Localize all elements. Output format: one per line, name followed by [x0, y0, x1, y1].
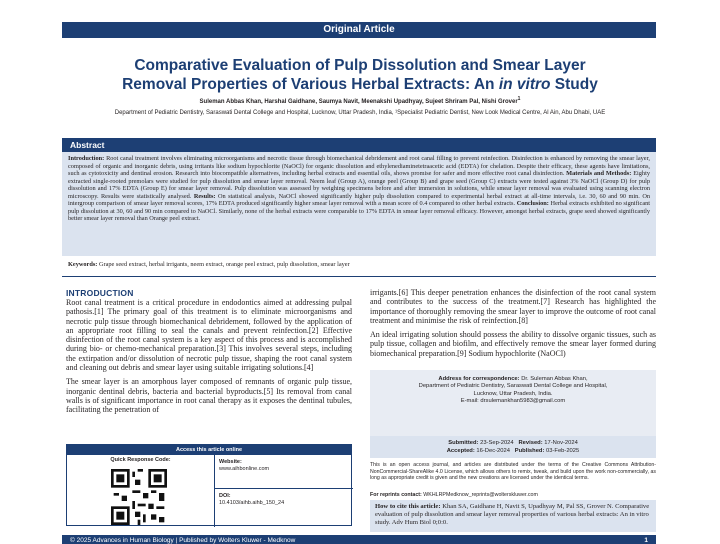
abstract-heading: Abstract: [62, 138, 656, 152]
revised-date: 17-Nov-2024: [544, 440, 578, 446]
keywords: [68, 261, 658, 268]
abstract-body: [62, 152, 656, 256]
title-line-2-start: Removal Properties of Various Herbal Extracts: An: [122, 76, 499, 93]
doi-cell: [219, 493, 349, 507]
divider: [62, 276, 656, 277]
doi-label: DOI:: [219, 493, 231, 499]
submitted-date: 23-Sep-2024: [480, 440, 514, 446]
accepted-date: 16-Dec-2024: [476, 447, 510, 454]
reprints-email[interactable]: WKHLRPMedknow_reprints@wolterskluwer.com: [423, 492, 538, 498]
page-footer: [62, 535, 656, 544]
intro-paragraph-1: Root canal treatment is a critical procedure in endodontics aimed at addressing pulpal pathosis.[1] The primary goal of this treatment is to eliminate microorganisms and necrotic pulp tissue through biomechanical debridement, followed by the application of an appropriate root filling to seal the canals and prevent reinfection.[2] Effective disinfection of the root canal system is a key aspect of this process and is accomplished during bio- or chemo-mechanical preparation.[3] This involves several steps, including the extirpation and/or dissolution of necrotic pulp tissue, shaping the root canal system and cleaning out debris and smear layer using suitable irrigating solutions.[4]: [66, 298, 352, 373]
title-line-2: [40, 75, 680, 94]
correspondence-name: Dr. Suleman Abbas Khan,: [521, 376, 588, 382]
abstract-results-label: Results:: [193, 192, 216, 200]
article-type-banner: Original Article: [62, 22, 656, 38]
abstract-conclusion: Herbal extracts exhibited no significant pulp dissolution at 30, 60 and 90 min compared to NaOCl. Similarly, none of the herbal extracts were comparable to 17% EDTA in smear layer removal efficacy. However, amongst herbal extracts, grape seed showed significantly better smear layer removal than Orange peel extract.: [68, 200, 651, 222]
doi-link[interactable]: 10.4103/aihb.aihb_150_24: [219, 500, 285, 506]
correspondence-city: Lucknow, Uttar Pradesh, India.: [473, 390, 553, 397]
author-list: Suleman Abbas Khan, Harshal Gaidhane, Saumya Navit, Meenakshi Upadhyay, Sujeet Shriram Pal, Nishi Grover$^1$: [199, 96, 521, 105]
abstract-methods: Eighty extracted single-rooted premolars were studied for pulp dissolution and smear layer removal. Neem leaf (Group A), orange peel (Group B) and grape seed (Group C) extracts were tested against 3% NaOCl (Group D) for pulp dissolution and 17% EDTA (Group E) for smear layer removal. Pulp dissolution was assessed by weighing specimens before and after immersion in solutions, while smear layer removal was evaluated using scanning electron microscopy. Results were statistically analysed.: [68, 170, 650, 200]
correspondence-dept: Department of Pediatric Dentistry, Saraswati Dental College and Hospital,: [418, 383, 608, 390]
access-heading: Access this article online: [67, 445, 351, 455]
article-title: [40, 56, 680, 94]
introduction-heading: INTRODUCTION: [66, 288, 134, 298]
abstract-results: On statistical analysis, NaOCl showed significantly higher pulp dissolution compared to experimental herbal extract at all-time intervals, i.e. 30, 60 and 90 min. On intergroup comparison of smear layer removal scores, 17% EDTA produced significantly higher smear layer removal with a mean score of 0.4 compared to other herbal extracts.: [68, 192, 651, 207]
right-column: [370, 288, 656, 363]
abstract-intro: Root canal treatment involves eliminating microorganisms and necrotic tissue through biomechanical debridement and root canal filling to prevent reinfection. Disinfection is enhanced by removing the smear layer, composed of organic and inorganic debris, using irritants like sodium hypochlorite (NaOCl) for organic dissolution and ethylenediaminetetraacetic acid (EDTA) for chelation. Despite their efficacy, these agents have limitations, such as cytotoxicity and dentinal erosion. Research into biocompatible alternatives, including herbal extracts and essential oils, shows promise for safer and more effective root canal disinfection.: [68, 155, 651, 177]
keywords-label: Keywords:: [68, 261, 98, 268]
abstract-methods-label: Materials and Methods:: [566, 170, 632, 177]
qr-code-icon[interactable]: [111, 469, 167, 525]
correspondence-email[interactable]: E-mail: drsulemankhan5983@gmail.com: [460, 397, 566, 404]
abstract-conclusion-label: Conclusion:: [516, 200, 549, 207]
website-cell: [219, 459, 349, 473]
published-label: Published:: [514, 447, 545, 454]
license-text: This is an open access journal, and articles are distributed under the terms of the Creative Commons Attribution-NonCommercial-ShareAlike 4.0 License, which allows others to remix, tweak, and build upon the work non-commercially, as long as appropriate credit is given and the new creations are licensed under the identical terms.: [370, 462, 656, 482]
website-link[interactable]: www.aihbonline.com: [219, 466, 270, 472]
author-names: Suleman Abbas Khan, Harshal Gaidhane, Saumya Navit, Meenakshi Upadhyay, Sujeet Shriram Pal, Nishi Grover: [199, 99, 518, 105]
submitted-label: Submitted:: [448, 440, 479, 446]
correspondence-box: [370, 370, 656, 436]
title-line-2-end: Study: [550, 76, 598, 93]
intro-paragraph-4: An ideal irrigating solution should possess the ability to dissolve organic tissues, such as pulp tissue, collagen and biofilm, and effectively remove the smear layer formed during biomechanical preparation.[9] Sodium hypochlorite (NaOCl): [370, 330, 656, 358]
published-date: 03-Feb-2025: [546, 447, 580, 454]
publication-dates: [370, 436, 656, 458]
access-divider: [215, 488, 353, 489]
website-label: Website:: [219, 459, 242, 465]
citation-text: Khan SA, Gaidhane H, Navit S, Upadhyay M, Pal SS, Grover N. Comparative evaluation of pulp dissolution and smear layer removal properties of various herbal extracts: An in vitro study. Adv Hum Biol 0;0:0.: [375, 503, 650, 526]
title-line-1: Comparative Evaluation of Pulp Dissolution and Smear Layer: [134, 57, 586, 74]
qr-label: Quick Response Code:: [67, 455, 215, 465]
reprints: [370, 492, 656, 498]
keywords-text: Grape seed extract, herbal irrigants, neem extract, orange peel extract, pulp dissolution, smear layer: [98, 261, 350, 268]
affiliations: Department of Pediatric Dentistry, Saraswati Dental College and Hospital, Lucknow, Uttar Pradesh, India, ¹Specialist Pediatric Dentist, New Look Medical Centre, Al Ain, Abu Dhabi, UAE: [114, 110, 606, 116]
intro-paragraph-3: irrigants.[6] This deeper penetration enhances the disinfection of the root canal system and contributes to the success of the treatment.[7] Research has highlighted the importance of thoroughly removing the smear layer to improve the outcome of root canal treatment and minimise the risk of reinfection.[8]: [370, 288, 656, 325]
citation-label: How to cite this article:: [375, 503, 441, 510]
abstract-intro-label: Introduction:: [68, 155, 105, 162]
reprints-label: For reprints contact:: [370, 492, 422, 498]
intro-paragraph-2: The smear layer is an amorphous layer composed of remnants of organic pulp tissue, inorganic dentinal debris, bacteria and bacterial byproducts.[5] Its removal from canal walls is of significant importance in root canal therapy as it exposes the dentinal tubules, facilitating the penetration of: [66, 377, 352, 415]
revised-label: Revised:: [518, 440, 543, 446]
page-number: 1: [644, 537, 648, 544]
left-column: [66, 298, 352, 420]
access-online-box: [66, 444, 352, 526]
citation-box: [370, 500, 656, 532]
accepted-label: Accepted:: [446, 447, 475, 454]
correspondence-label: Address for correspondence:: [438, 376, 520, 382]
title-italic: in vitro: [498, 76, 551, 93]
footer-text: © 2025 Advances in Human Biology | Published by Wolters Kluwer - Medknow: [70, 537, 296, 544]
